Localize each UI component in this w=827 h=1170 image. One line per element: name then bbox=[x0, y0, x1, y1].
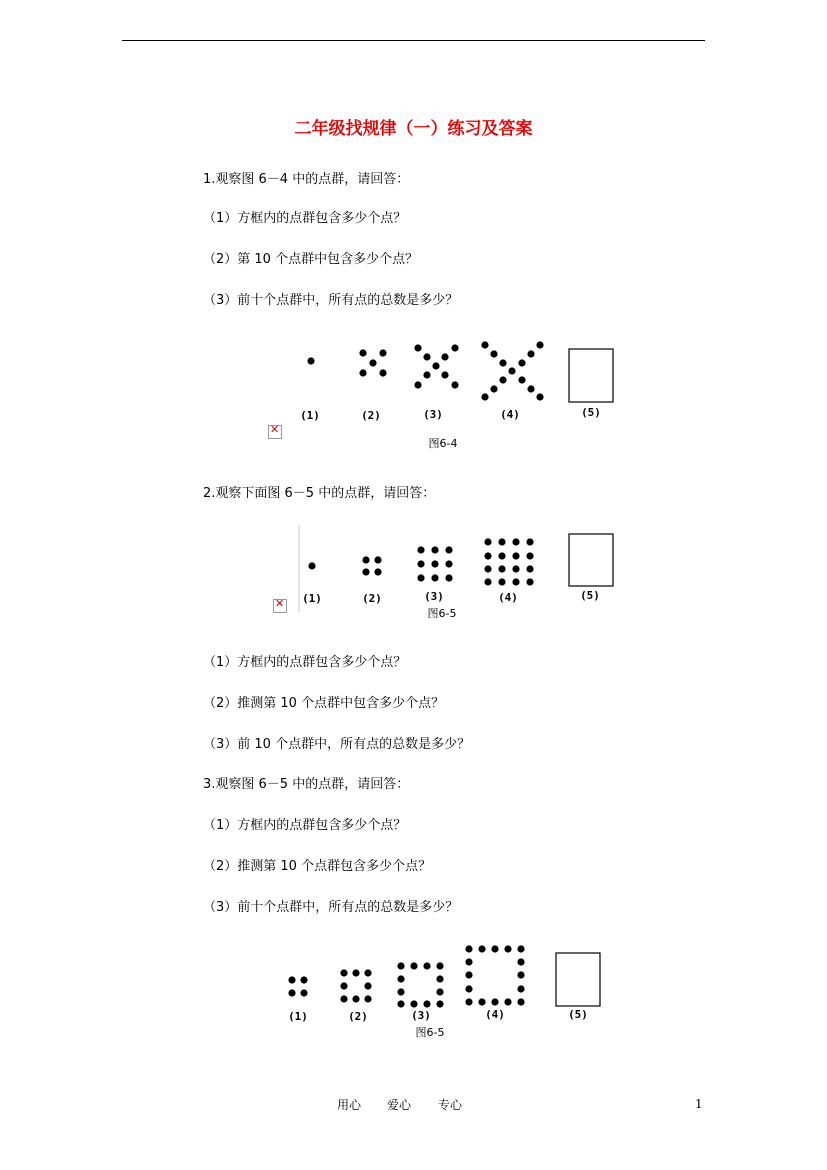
dot bbox=[414, 344, 421, 351]
dot bbox=[436, 988, 443, 995]
dot bbox=[465, 971, 472, 978]
dot bbox=[498, 578, 505, 585]
dot bbox=[499, 376, 506, 383]
dot bbox=[526, 552, 533, 559]
figure-caption: 图6-5 bbox=[415, 1026, 445, 1039]
dot bbox=[517, 998, 524, 1005]
dot bbox=[436, 975, 443, 982]
dot bbox=[484, 578, 491, 585]
dot bbox=[340, 995, 347, 1002]
dot bbox=[340, 969, 347, 976]
dot bbox=[432, 362, 439, 369]
figure-caption: 图6-5 bbox=[427, 607, 457, 620]
figure-label: (2) bbox=[362, 592, 382, 605]
dot bbox=[374, 556, 381, 563]
dot bbox=[352, 995, 359, 1002]
figure-label: (2) bbox=[361, 409, 381, 422]
dot bbox=[484, 538, 491, 545]
dot bbox=[374, 568, 381, 575]
dot bbox=[445, 574, 452, 581]
dot bbox=[478, 998, 485, 1005]
dot bbox=[441, 353, 448, 360]
footer-item: 专心 bbox=[438, 1098, 463, 1112]
figure-label: (5) bbox=[580, 589, 600, 602]
figure-label: (3) bbox=[424, 590, 444, 603]
page-title: 二年级找规律（一）练习及答案 bbox=[294, 119, 533, 139]
dot bbox=[417, 574, 424, 581]
dot bbox=[423, 371, 430, 378]
dot bbox=[288, 976, 295, 983]
dot bbox=[512, 565, 519, 572]
figure-label: (3) bbox=[411, 1009, 431, 1022]
dot bbox=[498, 538, 505, 545]
dot bbox=[508, 367, 515, 374]
dot bbox=[518, 376, 525, 383]
figure-label: (4) bbox=[500, 408, 520, 421]
dot bbox=[431, 546, 438, 553]
dot bbox=[397, 975, 404, 982]
figure-label: (3) bbox=[423, 408, 443, 421]
figure-label: (1) bbox=[288, 1010, 308, 1023]
dot bbox=[445, 546, 452, 553]
dot bbox=[379, 349, 386, 356]
dot bbox=[526, 565, 533, 572]
answer-box bbox=[556, 953, 600, 1006]
dot bbox=[481, 341, 488, 348]
dot bbox=[362, 568, 369, 575]
dot bbox=[352, 969, 359, 976]
dot bbox=[484, 565, 491, 572]
dot bbox=[417, 546, 424, 553]
dot bbox=[441, 371, 448, 378]
figure-label: (1) bbox=[302, 592, 322, 605]
dot bbox=[517, 971, 524, 978]
dot bbox=[536, 341, 543, 348]
dot bbox=[527, 385, 534, 392]
dot bbox=[451, 381, 458, 388]
dot bbox=[369, 359, 376, 366]
dot bbox=[431, 560, 438, 567]
figure-label: (4) bbox=[498, 591, 518, 604]
figure-label: (2) bbox=[348, 1010, 368, 1023]
answer-box bbox=[569, 349, 613, 402]
header-rule bbox=[122, 40, 705, 41]
dot bbox=[423, 962, 430, 969]
q2-item-3: （3）前 10 个点群中，所有点的总数是多少？ bbox=[203, 737, 471, 752]
dot bbox=[308, 562, 315, 569]
page-number: 1 bbox=[695, 1097, 703, 1111]
dot bbox=[465, 998, 472, 1005]
dot bbox=[512, 552, 519, 559]
q2-item-2: （2）推测第 10 个点群中包含多少个点？ bbox=[203, 696, 445, 711]
dot bbox=[300, 976, 307, 983]
dot bbox=[410, 962, 417, 969]
dot bbox=[436, 962, 443, 969]
dot bbox=[436, 1000, 443, 1007]
q1-item-3: （3）前十个点群中，所有点的总数是多少？ bbox=[203, 293, 459, 308]
dot bbox=[484, 552, 491, 559]
dot bbox=[518, 359, 525, 366]
dot bbox=[465, 958, 472, 965]
dot bbox=[526, 538, 533, 545]
dot bbox=[307, 357, 314, 364]
dot bbox=[526, 578, 533, 585]
dot bbox=[417, 560, 424, 567]
dot bbox=[359, 369, 366, 376]
dot bbox=[498, 565, 505, 572]
dot bbox=[465, 945, 472, 952]
dot bbox=[364, 969, 371, 976]
dot bbox=[362, 556, 369, 563]
dot bbox=[512, 578, 519, 585]
footer-item: 爱心 bbox=[387, 1098, 412, 1112]
figure-label: (4) bbox=[485, 1008, 505, 1021]
dot bbox=[517, 985, 524, 992]
figure-6-5-squares bbox=[290, 520, 630, 625]
q3-item-1: （1）方框内的点群包含多少个点？ bbox=[203, 818, 407, 833]
figure-label: (5) bbox=[568, 1008, 588, 1021]
dot bbox=[288, 989, 295, 996]
dot bbox=[364, 982, 371, 989]
dot bbox=[410, 1000, 417, 1007]
figure-label: (5) bbox=[581, 406, 601, 419]
dot bbox=[340, 982, 347, 989]
dot bbox=[517, 958, 524, 965]
dot bbox=[445, 560, 452, 567]
broken-image-icon bbox=[273, 599, 287, 613]
q2-stem: 2.观察下面图 6－5 中的点群，请回答： bbox=[203, 486, 436, 501]
dot bbox=[498, 552, 505, 559]
dot bbox=[504, 998, 511, 1005]
dot bbox=[397, 988, 404, 995]
dot bbox=[512, 538, 519, 545]
q3-item-2: （2）推测第 10 个点群包含多少个点？ bbox=[203, 859, 432, 874]
q1-item-2: （2）第 10 个点群中包含多少个点？ bbox=[203, 252, 419, 267]
dot bbox=[491, 998, 498, 1005]
dot bbox=[379, 369, 386, 376]
dot bbox=[490, 350, 497, 357]
dot bbox=[481, 393, 488, 400]
q3-item-3: （3）前十个点群中，所有点的总数是多少？ bbox=[203, 900, 459, 915]
figure-caption: 图6-4 bbox=[428, 437, 458, 450]
figure-label: (1) bbox=[300, 409, 320, 422]
figure-6-5-rings bbox=[275, 940, 615, 1045]
dot bbox=[431, 574, 438, 581]
dot bbox=[451, 344, 458, 351]
dot bbox=[478, 945, 485, 952]
dot bbox=[465, 985, 472, 992]
dot bbox=[527, 350, 534, 357]
q1-item-1: （1）方框内的点群包含多少个点？ bbox=[203, 211, 407, 226]
dot bbox=[397, 962, 404, 969]
dot bbox=[491, 945, 498, 952]
dot bbox=[423, 1000, 430, 1007]
figure-6-4 bbox=[280, 335, 640, 455]
dot bbox=[423, 353, 430, 360]
q3-stem: 3.观察图 6－5 中的点群，请回答： bbox=[203, 777, 410, 792]
dot bbox=[504, 945, 511, 952]
q1-stem: 1.观察图 6－4 中的点群，请回答： bbox=[203, 172, 410, 187]
dot bbox=[364, 995, 371, 1002]
q2-item-1: （1）方框内的点群包含多少个点？ bbox=[203, 655, 407, 670]
dot bbox=[517, 945, 524, 952]
dot bbox=[359, 349, 366, 356]
dot bbox=[499, 359, 506, 366]
dot bbox=[536, 393, 543, 400]
dot bbox=[414, 381, 421, 388]
footer-item: 用心 bbox=[337, 1098, 362, 1112]
dot bbox=[490, 385, 497, 392]
dot bbox=[397, 1000, 404, 1007]
answer-box bbox=[569, 534, 613, 586]
dot bbox=[300, 989, 307, 996]
